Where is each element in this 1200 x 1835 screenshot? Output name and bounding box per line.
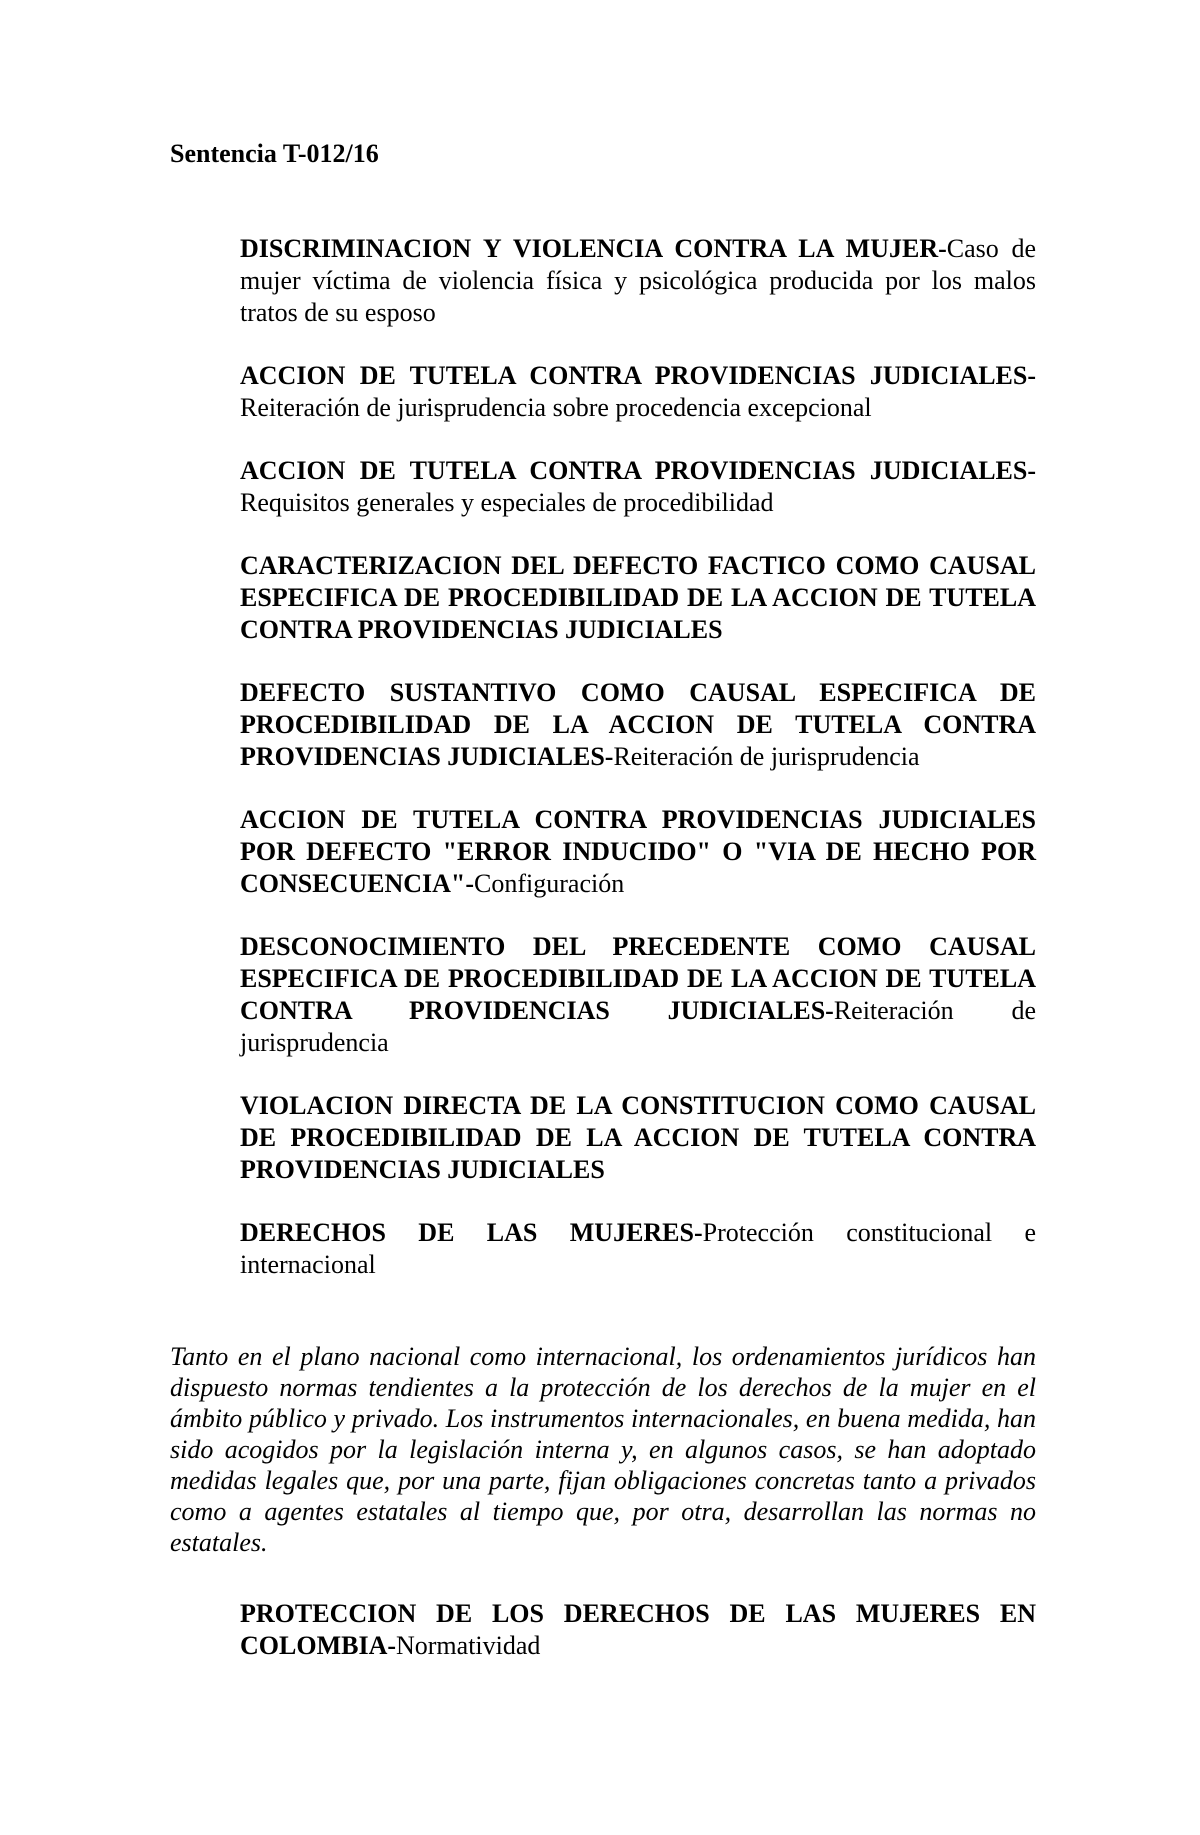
descriptor-heading: VIOLACION DIRECTA DE LA CONSTITUCION COMO CAUSAL DE PROCEDIBILIDAD DE LA ACCION DE TUTELA CONTRA PROVIDENCIAS JUDICIALES — [240, 1091, 1036, 1184]
descriptor-entry — [240, 233, 1036, 329]
descriptor-heading: CARACTERIZACION DEL DEFECTO FACTICO COMO CAUSAL ESPECIFICA DE PROCEDIBILIDAD DE LA ACCION DE TUTELA CONTRA PROVIDENCIAS JUDICIALES — [240, 551, 1036, 644]
descriptor-entry — [240, 677, 1036, 773]
document-title: Sentencia T-012/16 — [170, 139, 379, 168]
descriptor-entry — [240, 455, 1036, 519]
descriptor-heading: DEFECTO SUSTANTIVO COMO CAUSAL ESPECIFICA DE PROCEDIBILIDAD DE LA ACCION DE TUTELA CONTRA PROVIDENCIAS JUDICIALES- — [240, 678, 1036, 771]
descriptor-heading: DERECHOS DE LAS MUJERES- — [240, 1218, 703, 1247]
descriptor-entry — [240, 804, 1036, 900]
descriptor-text: Configuración — [474, 869, 625, 898]
descriptor-list-final — [240, 1598, 1036, 1693]
descriptor-heading: ACCION DE TUTELA CONTRA PROVIDENCIAS JUDICIALES- — [240, 456, 1036, 485]
descriptor-heading: ACCION DE TUTELA CONTRA PROVIDENCIAS JUDICIALES POR DEFECTO "ERROR INDUCIDO" O "VIA DE HECHO POR CONSECUENCIA"- — [240, 805, 1036, 898]
descriptor-heading: ACCION DE TUTELA CONTRA PROVIDENCIAS JUDICIALES- — [240, 361, 1036, 390]
descriptor-text: Protección constitucional e internacional — [240, 1218, 1036, 1279]
descriptor-text: Normatividad — [396, 1631, 541, 1660]
descriptor-text: Reiteración de jurisprudencia — [240, 996, 1036, 1057]
descriptor-entry — [240, 1217, 1036, 1281]
descriptor-entry — [240, 360, 1036, 424]
descriptor-entry — [240, 1598, 1036, 1662]
descriptor-text: Reiteración de jurisprudencia sobre procedencia excepcional — [240, 393, 872, 422]
summary-paragraph: Tanto en el plano nacional como internacional, los ordenamientos jurídicos han dispuesto normas tendientes a la protección de los derechos de la mujer en el ámbito público y privado. Los instrumentos internacionales, en buena medida, han sido acogidos por la legislación interna y, en algunos casos, se han adoptado medidas legales que, por una parte, fijan obligaciones concretas tanto a privados como a agentes estatales al tiempo que, por otra, desarrollan las normas no estatales. — [170, 1342, 1036, 1557]
descriptor-entry — [240, 1090, 1036, 1186]
descriptor-entry — [240, 931, 1036, 1059]
descriptor-text: Reiteración de jurisprudencia — [613, 742, 920, 771]
descriptor-list — [240, 233, 1036, 1312]
descriptor-heading: DISCRIMINACION Y VIOLENCIA CONTRA LA MUJER- — [240, 234, 947, 263]
descriptor-text: Caso de mujer víctima de violencia física y psicológica producida por los malos tratos de su esposo — [240, 234, 1036, 327]
descriptor-heading: PROTECCION DE LOS DERECHOS DE LAS MUJERES EN COLOMBIA- — [240, 1599, 1036, 1660]
descriptor-heading: DESCONOCIMIENTO DEL PRECEDENTE COMO CAUSAL ESPECIFICA DE PROCEDIBILIDAD DE LA ACCION DE TUTELA CONTRA PROVIDENCIAS JUDICIALES- — [240, 932, 1036, 1025]
descriptor-text: Requisitos generales y especiales de procedibilidad — [240, 488, 774, 517]
descriptor-entry — [240, 550, 1036, 646]
